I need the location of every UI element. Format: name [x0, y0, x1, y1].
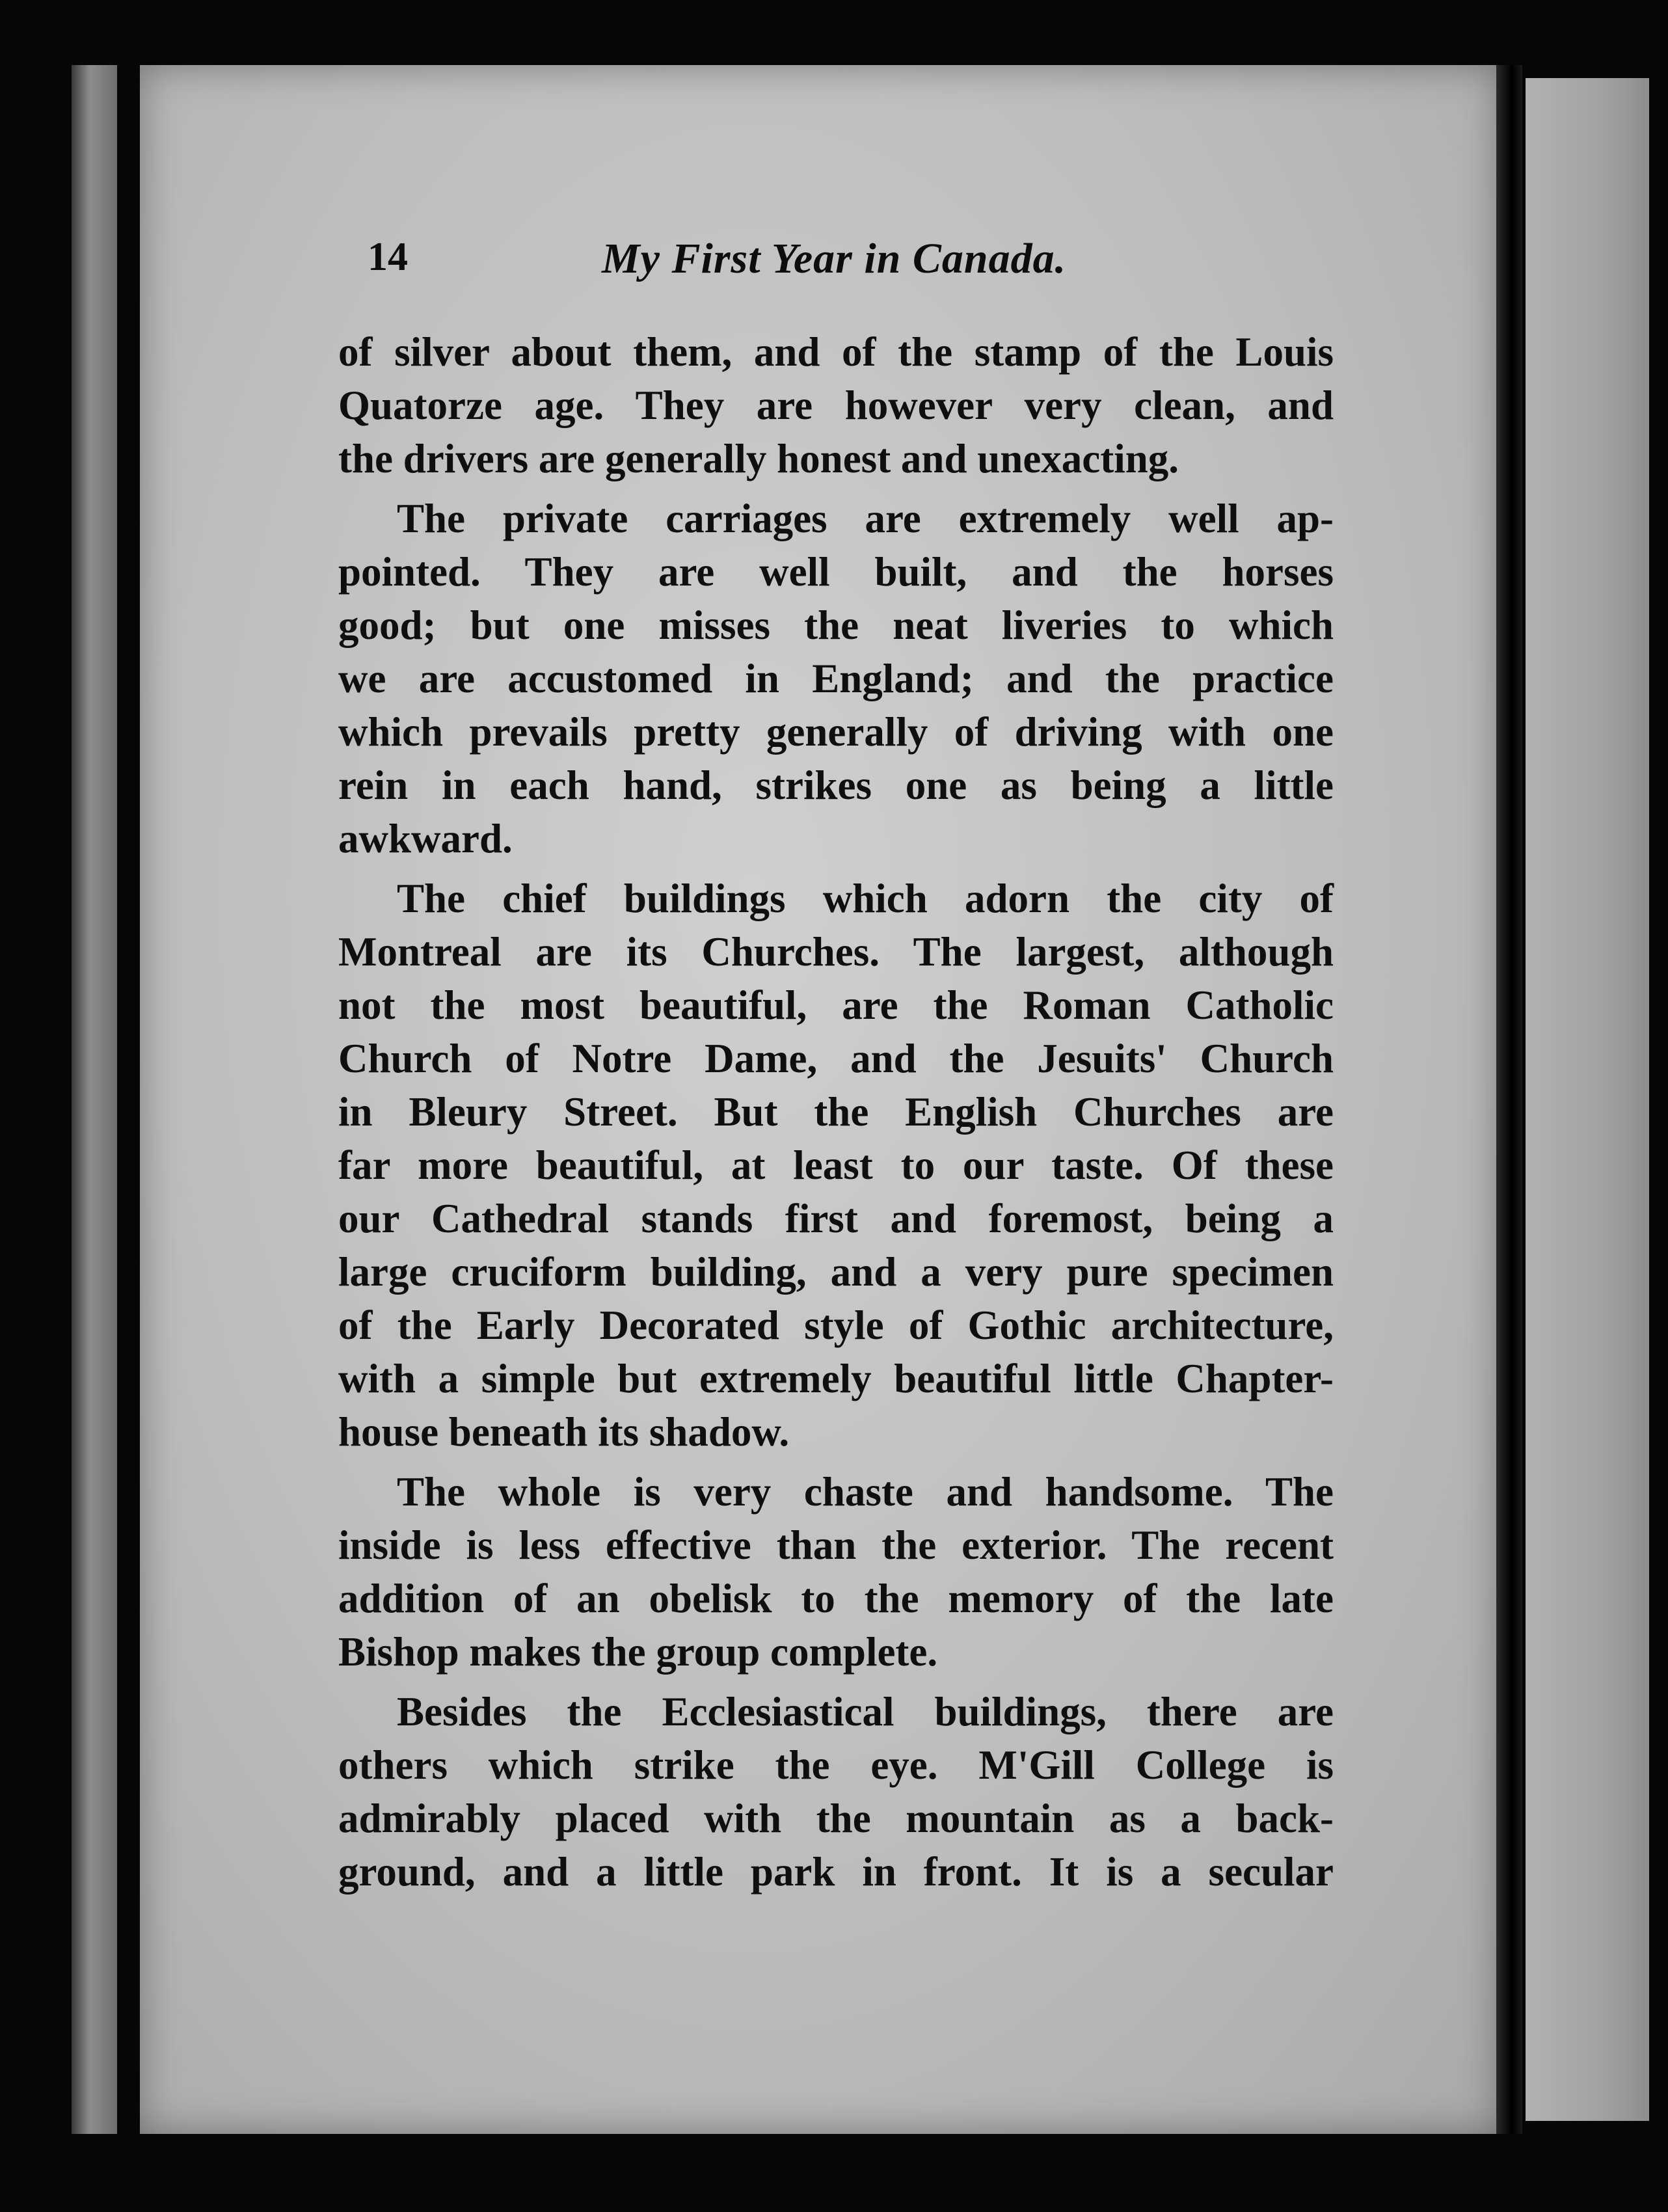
paragraph-3: [338, 872, 1334, 1459]
text-line: our Cathedral stands first and foremost, being a: [338, 1196, 1334, 1241]
body-text: [338, 325, 1334, 1898]
text-line: awkward.: [338, 816, 513, 861]
text-line: house beneath its shadow.: [338, 1409, 790, 1455]
next-page-edge: [1526, 78, 1649, 2121]
paragraph-1: [338, 325, 1334, 485]
text-line: of the Early Decorated style of Gothic architecture,: [338, 1302, 1334, 1348]
text-line: of silver about them, and of the stamp of the Louis: [338, 329, 1334, 375]
page-number: 14: [368, 235, 408, 279]
text-line: admirably placed with the mountain as a back-: [338, 1796, 1334, 1841]
running-title: My First Year in Canada.: [602, 235, 1067, 282]
text-line: we are accustomed in England; and the practice: [338, 656, 1334, 701]
text-line: ground, and a little park in front. It is a secular: [338, 1849, 1334, 1895]
page-header: [368, 234, 1252, 306]
text-line: Quatorze age. They are however very clean, and: [338, 383, 1334, 428]
text-line: Besides the Ecclesiastical buildings, there are: [397, 1689, 1334, 1734]
text-line: others which strike the eye. M'Gill College is: [338, 1742, 1334, 1788]
text-line: The whole is very chaste and handsome. The: [397, 1469, 1334, 1515]
text-line: Church of Notre Dame, and the Jesuits' Church: [338, 1036, 1334, 1081]
book-gutter: [1496, 65, 1522, 2134]
text-line: pointed. They are well built, and the horses: [338, 549, 1334, 595]
text-line: far more beautiful, at least to our taste. Of these: [338, 1142, 1334, 1188]
text-line: inside is less effective than the exterior. The recent: [338, 1522, 1334, 1568]
text-line: with a simple but extremely beautiful little Chapter-: [338, 1356, 1334, 1401]
text-line: The private carriages are extremely well ap-: [397, 496, 1334, 541]
previous-page-edge: [72, 65, 117, 2134]
text-line: rein in each hand, strikes one as being a little: [338, 762, 1334, 808]
text-line: good; but one misses the neat liveries to which: [338, 602, 1334, 648]
text-line: in Bleury Street. But the English Churches are: [338, 1089, 1334, 1135]
paragraph-5: [338, 1685, 1334, 1898]
paragraph-4: [338, 1465, 1334, 1679]
text-line: The chief buildings which adorn the city of: [397, 876, 1334, 921]
paragraph-2: [338, 492, 1334, 865]
text-line: the drivers are generally honest and unexacting.: [338, 436, 1179, 481]
text-line: addition of an obelisk to the memory of the late: [338, 1576, 1334, 1621]
text-line: Bishop makes the group complete.: [338, 1629, 938, 1675]
text-line: not the most beautiful, are the Roman Catholic: [338, 982, 1334, 1028]
text-line: large cruciform building, and a very pure specimen: [338, 1249, 1334, 1295]
text-line: Montreal are its Churches. The largest, although: [338, 929, 1334, 975]
text-line: which prevails pretty generally of driving with one: [338, 709, 1334, 755]
